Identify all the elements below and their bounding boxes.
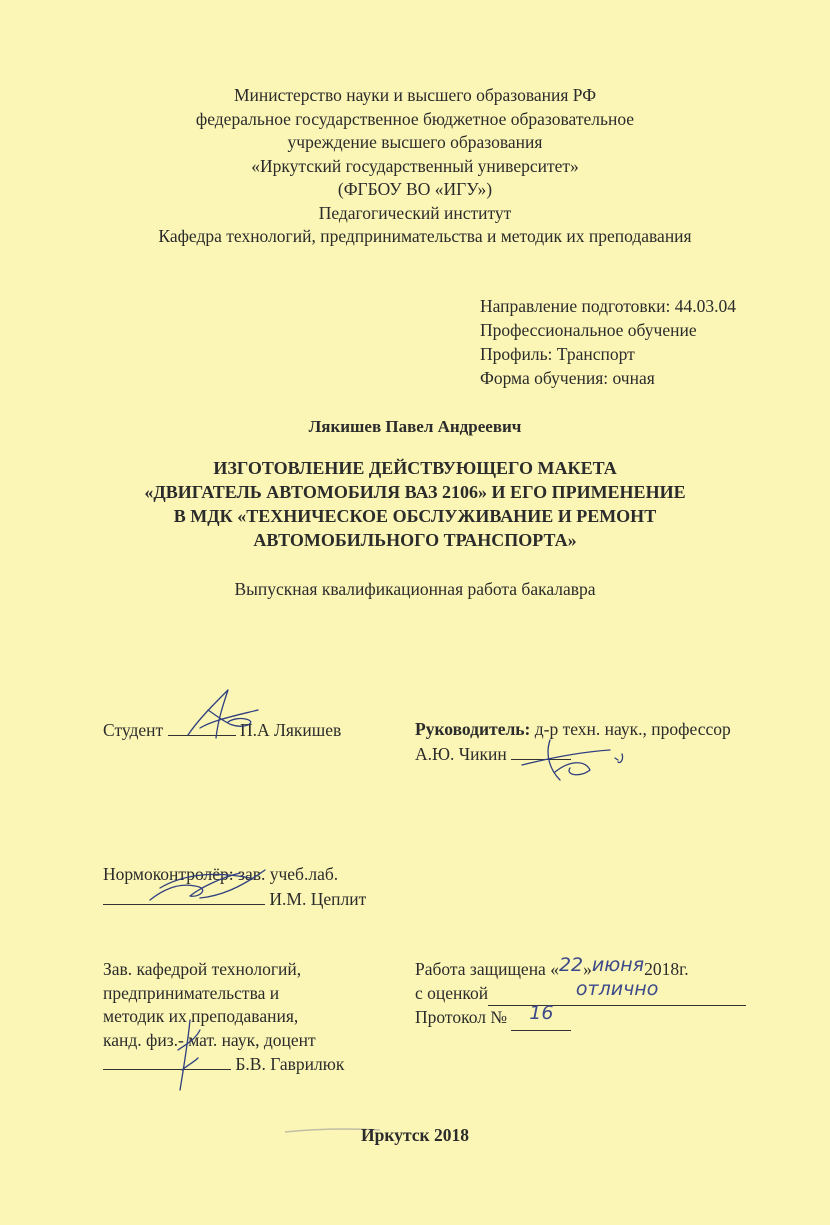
grade-value: отлично — [575, 977, 659, 1000]
head-line: канд. физ.- мат. наук, доцент — [103, 1029, 316, 1050]
head-line: Зав. кафедрой технологий, — [103, 959, 302, 979]
student-label: Студент — [103, 720, 164, 740]
department-line: Кафедра технологий, предпринимательства и методик их преподавания — [158, 226, 692, 246]
defense-day: 22 — [558, 954, 584, 976]
direction-line: Форма обучения: очная — [480, 368, 655, 388]
head-line: методик их преподавания, — [103, 1006, 299, 1026]
header-line: (ФГБОУ ВО «ИГУ») — [337, 179, 493, 199]
normcontrol-name: И.М. Цеплит — [269, 888, 367, 909]
header-line: Министерство науки и высшего образования РФ — [233, 85, 597, 105]
title-line: АВТОМОБИЛЬНОГО ТРАНСПОРТА» — [253, 530, 577, 550]
title-line: ИЗГОТОВЛЕНИЕ ДЕЙСТВУЮЩЕГО МАКЕТА — [213, 458, 617, 478]
protocol-label: Протокол № — [415, 1007, 508, 1027]
normcontrol-label: Нормоконтролёр: зав. учеб.лаб. — [103, 864, 339, 884]
direction-line: Профессиональное обучение — [480, 320, 697, 340]
header-line: федеральное государственное бюджетное образовательное — [195, 108, 635, 129]
defense-prefix: Работа защищена « — [415, 959, 559, 979]
direction-line: Направление подготовки: 44.03.04 — [480, 296, 737, 316]
title-line: «ДВИГАТЕЛЬ АВТОМОБИЛЯ ВАЗ 2106» И ЕГО ПРИМЕНЕНИЕ — [144, 482, 686, 502]
study-direction — [480, 294, 736, 390]
thesis-title — [0, 456, 830, 552]
grade-label: с оценкой — [415, 982, 489, 1003]
head-line: предпринимательства и — [103, 982, 280, 1003]
title-line: В МДК «ТЕХНИЧЕСКОЕ ОБСЛУЖИВАНИЕ И РЕМОНТ — [173, 506, 657, 526]
head-of-department-block — [103, 958, 344, 1077]
defense-block — [415, 954, 746, 1031]
supervisor-signature — [510, 730, 630, 790]
city-year: Иркутск 2018 — [361, 1125, 469, 1145]
student-signature — [178, 680, 268, 750]
defense-month: июня — [591, 954, 645, 976]
normcontrol-signature — [140, 858, 280, 913]
defense-year: 2018г. — [644, 959, 689, 979]
institution-header — [0, 84, 830, 249]
supervisor-name: А.Ю. Чикин — [415, 743, 507, 764]
head-signature — [160, 1010, 220, 1100]
student-name: П.А Лякишев — [239, 720, 342, 740]
head-name: Б.В. Гаврилюк — [235, 1054, 345, 1074]
author-name: Лякишев Павел Андреевич — [308, 417, 522, 436]
direction-line: Профиль: Транспорт — [480, 344, 635, 364]
work-type: Выпускная квалификационная работа бакалавра — [234, 579, 596, 599]
supervisor-degree: д-р техн. наук., профессор — [530, 719, 731, 739]
header-line: Педагогический институт — [318, 202, 512, 223]
header-line: учреждение высшего образования — [287, 132, 543, 152]
header-line: «Иркутский государственный университет» — [251, 155, 579, 176]
supervisor-label: Руководитель: — [415, 719, 531, 739]
protocol-number: 16 — [529, 1002, 554, 1024]
defense-quote: » — [583, 959, 592, 979]
